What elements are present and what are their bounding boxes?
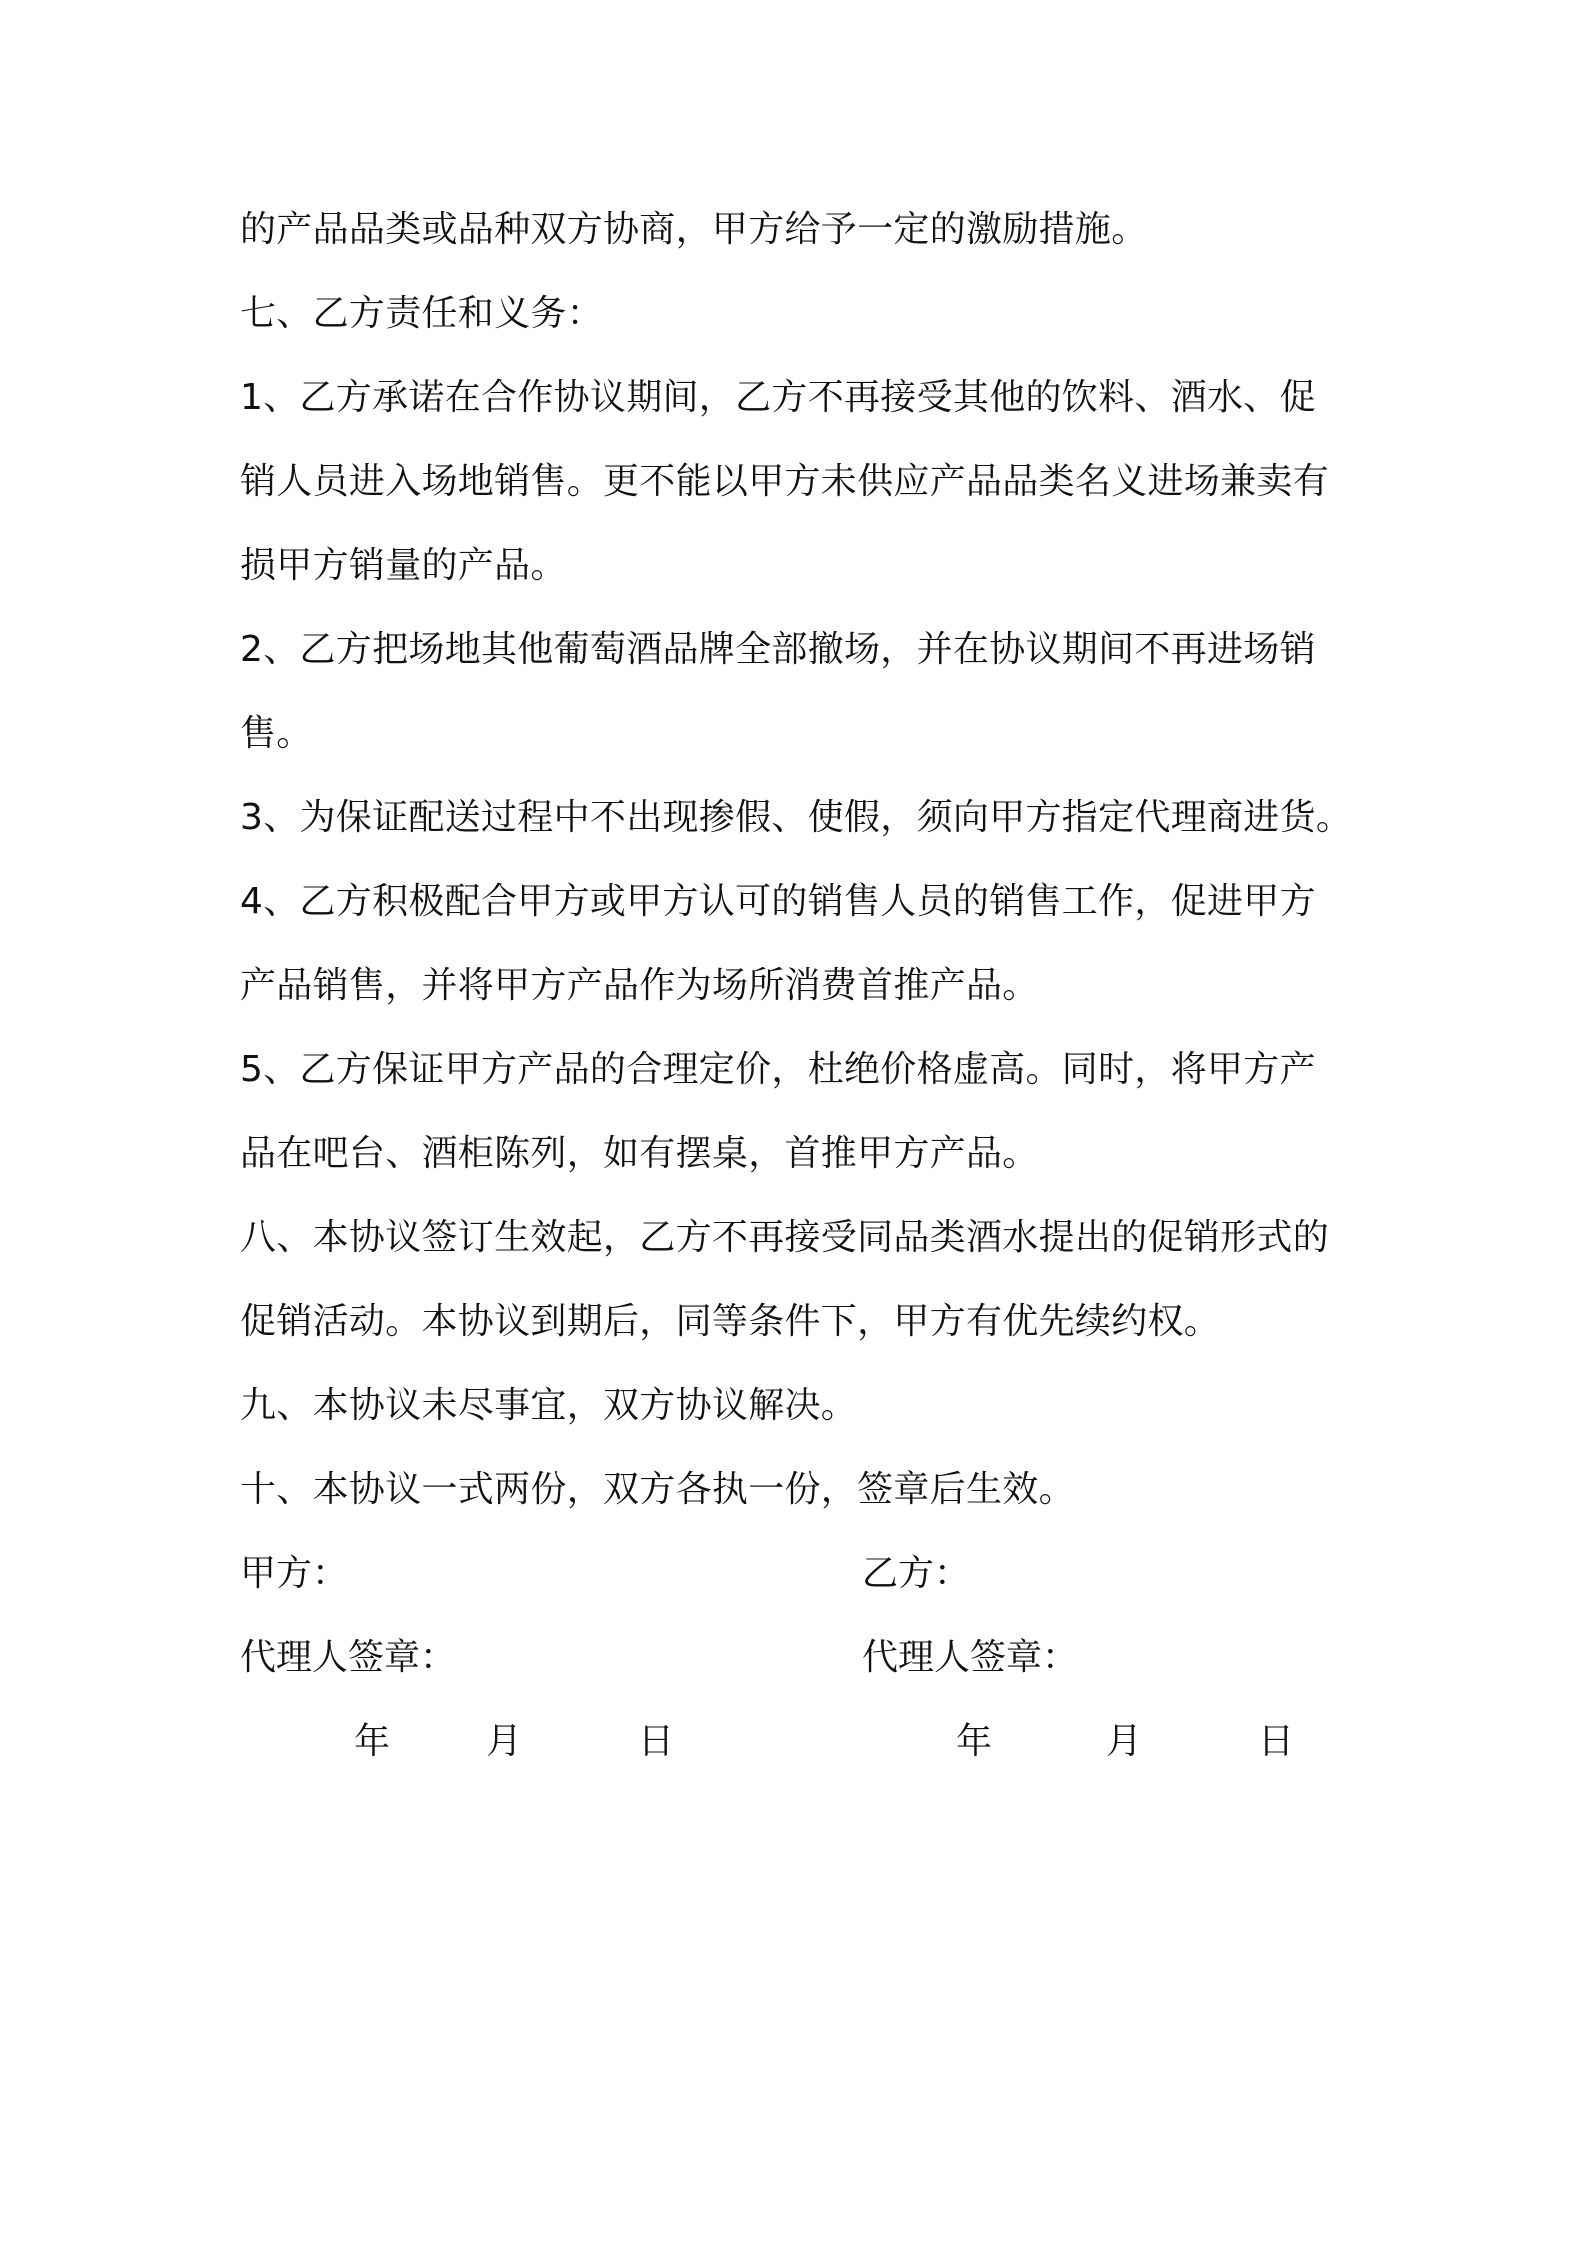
party-b-year: 年	[956, 1721, 993, 1762]
paragraph-line: 品在吧台、酒柜陈列，如有摆桌，首推甲方产品。	[240, 1133, 1039, 1174]
paragraph-line: 产品销售，并将甲方产品作为场所消费首推产品。	[240, 965, 1039, 1006]
paragraph-line: 八、本协议签订生效起，乙方不再接受同品类酒水提出的促销形式的	[240, 1217, 1330, 1258]
agent-b-signature-label: 代理人签章：	[862, 1637, 1079, 1678]
paragraph-line: 的产品品类或品种双方协商，甲方给予一定的激励措施。	[240, 209, 1148, 250]
party-a-month: 月	[486, 1721, 523, 1762]
paragraph-line: 损甲方销量的产品。	[240, 545, 567, 586]
party-a-day: 日	[638, 1721, 675, 1762]
party-a-year: 年	[354, 1721, 391, 1762]
paragraph-line: 5、乙方保证甲方产品的合理定价，杜绝价格虚高。同时，将甲方产	[240, 1049, 1316, 1090]
paragraph-line: 售。	[240, 713, 313, 754]
paragraph-line: 1、乙方承诺在合作协议期间，乙方不再接受其他的饮料、酒水、促	[240, 377, 1316, 418]
paragraph-line: 促销活动。本协议到期后，同等条件下，甲方有优先续约权。	[240, 1301, 1221, 1342]
party-b-label: 乙方：	[862, 1553, 971, 1594]
paragraph-line: 九、本协议未尽事宜，双方协议解决。	[240, 1385, 858, 1426]
paragraph-line: 3、为保证配送过程中不出现掺假、使假，须向甲方指定代理商进货。	[240, 797, 1353, 838]
paragraph-line: 4、乙方积极配合甲方或甲方认可的销售人员的销售工作，促进甲方	[240, 881, 1316, 922]
party-b-day: 日	[1258, 1721, 1295, 1762]
party-a-label: 甲方：	[240, 1553, 349, 1594]
paragraph-line: 2、乙方把场地其他葡萄酒品牌全部撤场，并在协议期间不再进场销	[240, 629, 1316, 670]
agent-a-signature-label: 代理人签章：	[240, 1637, 457, 1678]
paragraph-line: 销人员进入场地销售。更不能以甲方未供应产品品类名义进场兼卖有	[240, 461, 1330, 502]
section-heading: 七、乙方责任和义务：	[240, 293, 604, 334]
paragraph-line: 十、本协议一式两份，双方各执一份，签章后生效。	[240, 1469, 1075, 1510]
party-b-month: 月	[1106, 1721, 1143, 1762]
